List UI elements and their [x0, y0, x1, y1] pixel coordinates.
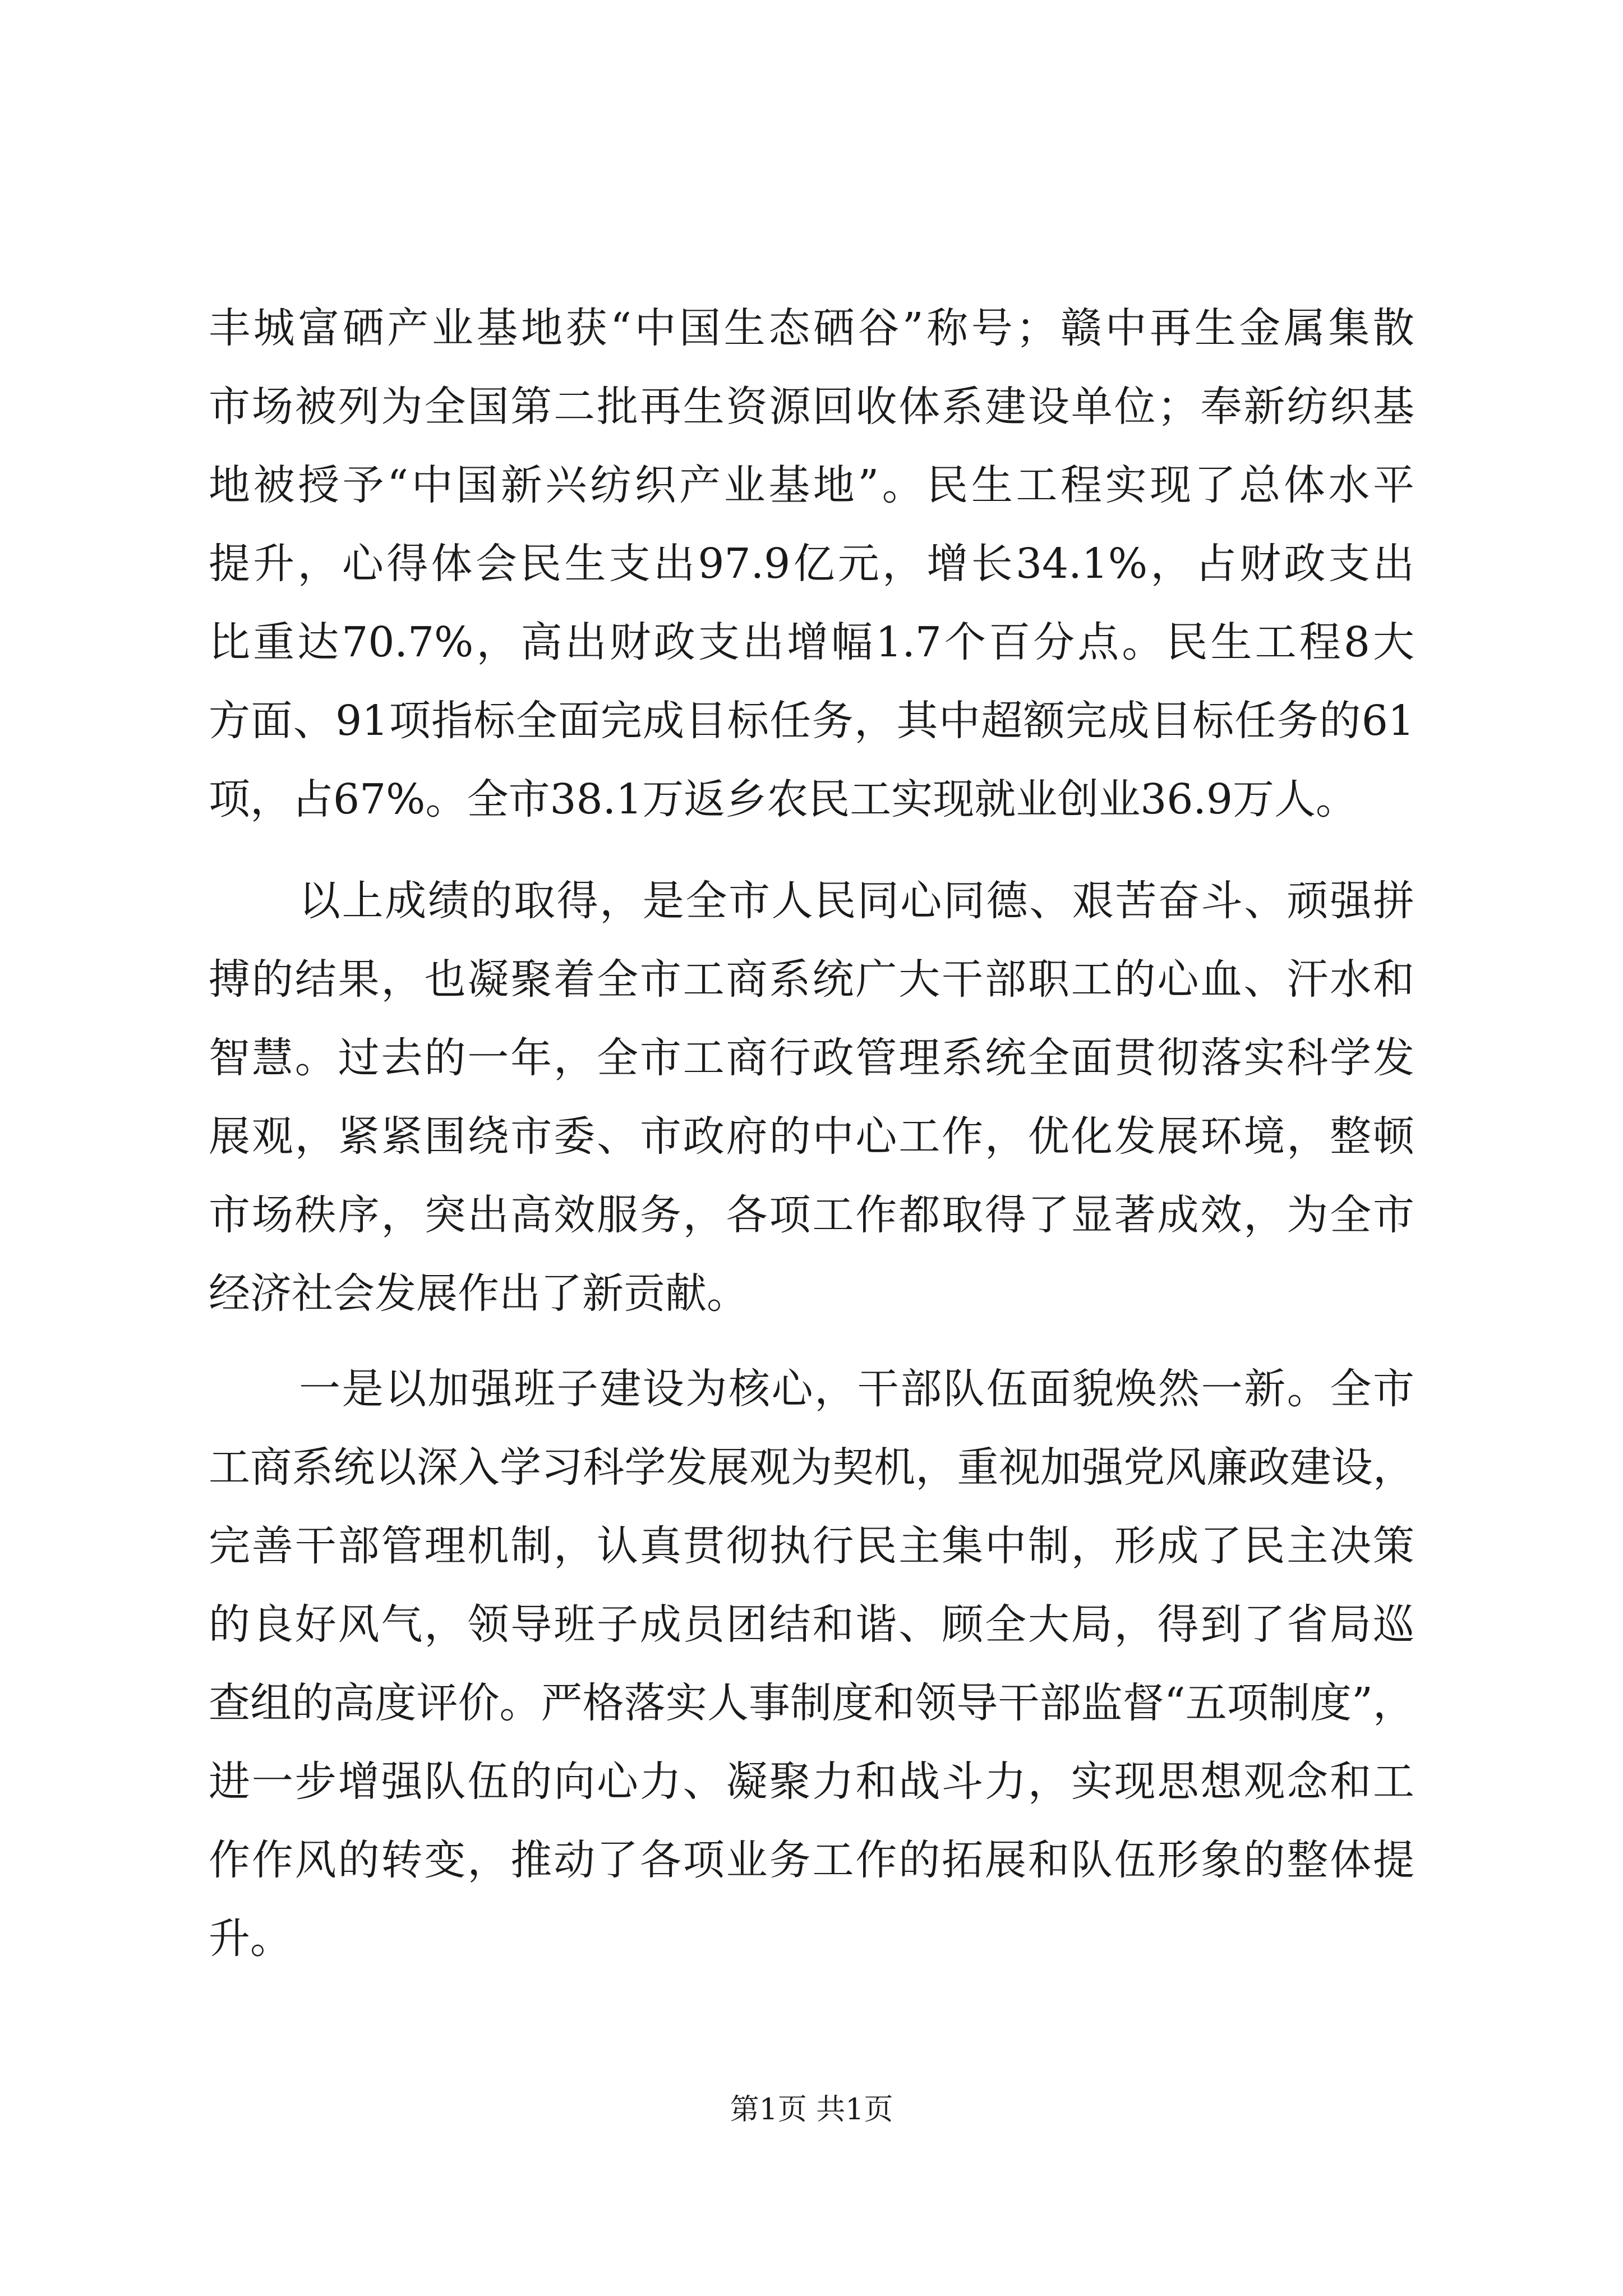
text-line: 搏的结果，也凝聚着全市工商系统广大干部职工的心血、汗水和: [209, 955, 1414, 1004]
text-line: 作作风的转变，推动了各项业务工作的拓展和队伍形象的整体提: [209, 1836, 1414, 1884]
text-line: 展观，紧紧围绕市委、市政府的中心工作，优化发展环境，整顿: [209, 1112, 1414, 1161]
text-line: 进一步增强队伍的向心力、凝聚力和战斗力，实现思想观念和工: [209, 1757, 1414, 1806]
paragraph-first-line: 以上成绩的取得，是全市人民同心同德、艰苦奋斗、顽强拼: [299, 877, 1414, 925]
text-line: 项，占67%。全市38.1万返乡农民工实现就业创业36.9万人。: [209, 775, 1358, 823]
paragraph-first-line: 一是以加强班子建设为核心，干部队伍面貌焕然一新。全市: [299, 1365, 1414, 1413]
text-line: 市场秩序，突出高效服务，各项工作都取得了显著成效，为全市: [209, 1191, 1414, 1239]
text-line: 经济社会发展作出了新贡献。: [209, 1269, 748, 1318]
text-line: 升。: [209, 1915, 292, 1963]
text-line: 方面、91项指标全面完成目标任务，其中超额完成目标任务的61: [209, 697, 1414, 745]
text-line: 比重达70.7%，高出财政支出增幅1.7个百分点。民生工程8大: [209, 618, 1414, 666]
text-line: 智慧。过去的一年，全市工商行政管理系统全面贯彻落实科学发: [209, 1034, 1414, 1082]
text-line: 完善干部管理机制，认真贯彻执行民主集中制，形成了民主决策: [209, 1522, 1414, 1570]
text-line: 工商系统以深入学习科学发展观为契机，重视加强党风廉政建设，: [209, 1443, 1414, 1492]
text-line: 的良好风气，领导班子成员团结和谐、顾全大局，得到了省局巡: [209, 1600, 1414, 1649]
text-line: 地被授予“中国新兴纺织产业基地”。民生工程实现了总体水平: [209, 461, 1414, 509]
text-line: 提升，心得体会民生支出97.9亿元，增长34.1%，占财政支出: [209, 540, 1414, 588]
text-line: 市场被列为全国第二批再生资源回收体系建设单位；奉新纺织基: [209, 383, 1414, 431]
text-line: 丰城富硒产业基地获“中国生态硒谷”称号；赣中再生金属集散: [209, 304, 1414, 352]
text-line: 查组的高度评价。严格落实人事制度和领导干部监督“五项制度”，: [209, 1679, 1414, 1727]
page-footer: 第1页 共1页: [730, 2093, 893, 2127]
